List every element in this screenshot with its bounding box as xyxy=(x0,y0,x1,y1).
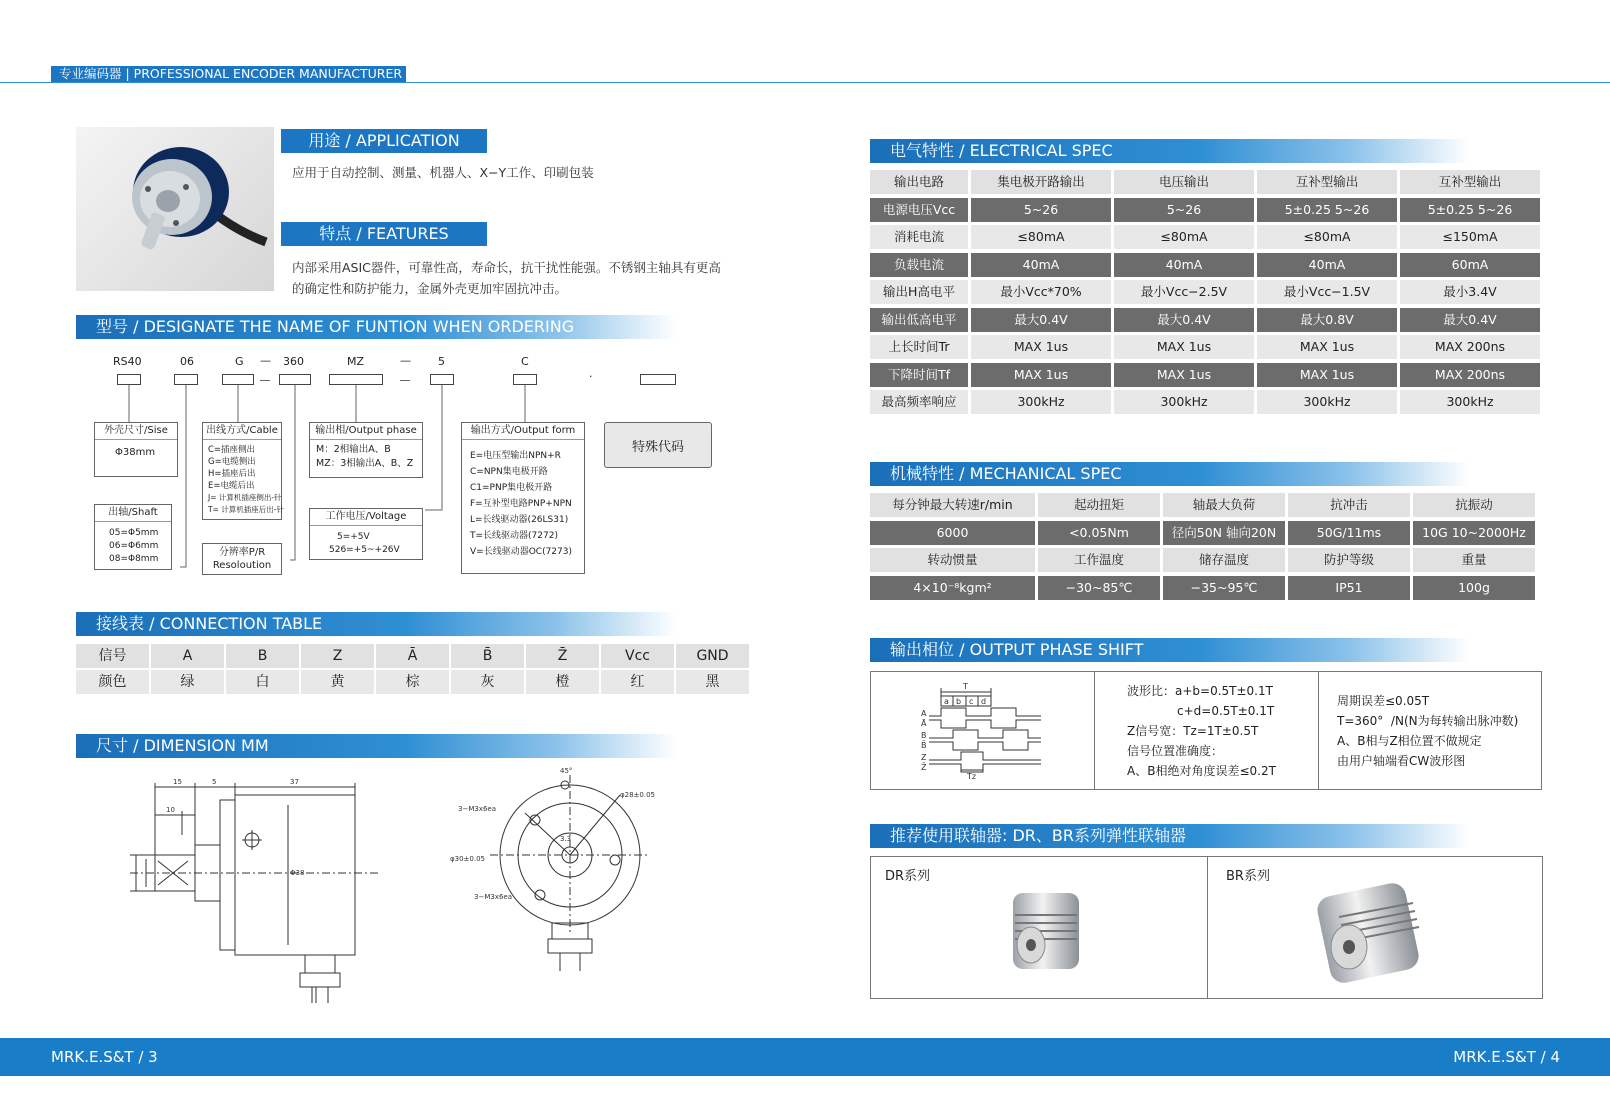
dim-37: 37 xyxy=(290,778,299,786)
dim-m3-top: 3−M3x6ea xyxy=(458,805,497,813)
mechanical-cell: 10G 10~2000Hz xyxy=(1413,521,1535,545)
electrical-cell: 最大0.4V xyxy=(1400,308,1540,332)
connection-signal-cell: B xyxy=(226,644,299,668)
dim-phi38: Φ38 xyxy=(290,869,305,877)
brand-banner: 专业编码器 | PROFESSIONAL ENCODER MANUFACTURER xyxy=(51,66,406,82)
shaft-line-3: 08=Φ8mm xyxy=(109,554,159,564)
resolution-box xyxy=(202,543,282,575)
code-360: 360 xyxy=(283,355,304,368)
coupling-heading: 推荐使用联轴器: DR、BR系列弹性联轴器 xyxy=(870,824,1470,848)
electrical-cell: 上长时间Tr xyxy=(870,335,968,359)
connection-table xyxy=(76,644,750,696)
phase-right-3: A、B相与Z相位置不做规定 xyxy=(1337,734,1482,748)
phase-mid-4: 信号位置准确度： xyxy=(1127,744,1224,758)
connection-color-cell: 橙 xyxy=(526,670,599,694)
page-number-right: MRK.E.S&T / 4 xyxy=(1453,1048,1560,1066)
dim-3-3: 3.3 xyxy=(560,835,572,843)
electrical-cell: MAX 200ns xyxy=(1400,335,1540,359)
wave-sig-z: Z xyxy=(921,753,927,762)
electrical-cell: 输出低高电平 xyxy=(870,308,968,332)
mechanical-cell: 抗振动 xyxy=(1413,493,1535,517)
shaft-box xyxy=(94,504,172,570)
cable-box xyxy=(202,422,282,520)
shaft-title: 出轴/Shaft xyxy=(108,507,158,518)
electrical-cell: MAX 1us xyxy=(971,363,1111,387)
connection-color-cell: 灰 xyxy=(451,670,524,694)
electrical-cell: MAX 1us xyxy=(1114,363,1254,387)
connection-color-cell: 绿 xyxy=(151,670,224,694)
coupling-panel xyxy=(870,856,1543,999)
electrical-header-cell: 集电极开路输出 xyxy=(971,170,1111,194)
mechanical-cell: 转动惯量 xyxy=(870,548,1035,572)
code-mz: MZ xyxy=(347,355,365,368)
electrical-cell: 60mA xyxy=(1400,253,1540,277)
dr-coupling-image xyxy=(1001,883,1091,979)
code-rs40: RS40 xyxy=(113,355,142,368)
electrical-cell: 300kHz xyxy=(1400,390,1540,414)
mechanical-cell: 重量 xyxy=(1413,548,1535,572)
phase-line-2: MZ：3相输出A、B、Z xyxy=(316,458,414,469)
electrical-cell: 5~26 xyxy=(971,198,1111,222)
code-dash-1: — xyxy=(260,354,271,367)
mechanical-cell: 起动扭矩 xyxy=(1038,493,1160,517)
cable-line-2: G=电缆侧出 xyxy=(208,457,256,467)
mechanical-cell: 防护等级 xyxy=(1288,548,1410,572)
dim-pcd-28: φ28±0.05 xyxy=(620,791,655,799)
form-line-5: L=长线驱动器(26LS31) xyxy=(470,515,569,525)
connection-color-cell: 红 xyxy=(601,670,674,694)
code-dot: · xyxy=(589,370,593,383)
sise-box xyxy=(94,422,178,477)
form-line-3: C1=PNP集电极开路 xyxy=(470,483,553,493)
mechanical-cell: −30~85℃ xyxy=(1038,576,1160,600)
sise-title: 外壳尺寸/Sise xyxy=(104,425,168,436)
application-text: 应用于自动控制、测量、机器人、X−Y工作、印刷包装 xyxy=(292,165,594,180)
wave-d-label: d xyxy=(981,697,987,706)
dim-pcd-30: φ30±0.05 xyxy=(450,855,485,863)
connection-color-cell: 颜色 xyxy=(76,670,149,694)
electrical-cell: 最大0.4V xyxy=(971,308,1111,332)
page-number-left: MRK.E.S&T / 3 xyxy=(51,1048,158,1066)
electrical-cell: 输出H高电平 xyxy=(870,280,968,304)
connection-color-cell: 黑 xyxy=(676,670,749,694)
mechanical-cell: 抗冲击 xyxy=(1288,493,1410,517)
wave-b-label: b xyxy=(956,697,962,706)
phase-line-1: M：2相输出A、B xyxy=(316,444,391,455)
wave-sig-b-bar: B̄ xyxy=(921,741,927,750)
electrical-cell: MAX 1us xyxy=(1257,363,1397,387)
mechanical-cell: 轴最大负荷 xyxy=(1163,493,1285,517)
special-code-box xyxy=(604,422,712,468)
connection-signal-cell: A xyxy=(151,644,224,668)
wave-tz-label: Tz xyxy=(967,772,977,781)
connection-signal-cell: Ā xyxy=(376,644,449,668)
electrical-cell: 最小Vcc*70% xyxy=(971,280,1111,304)
features-line-2: 的确定性和防护能力，金属外壳更加牢固抗冲击。 xyxy=(292,281,568,296)
electrical-heading: 电气特性 / ELECTRICAL SPEC xyxy=(870,139,1470,163)
electrical-header-cell: 互补型输出 xyxy=(1257,170,1397,194)
wave-sig-a-bar: Ā xyxy=(921,719,927,728)
electrical-header-cell: 输出电路 xyxy=(870,170,968,194)
features-line-1: 内部采用ASIC器件，可靠性高，寿命长，抗干扰性能强。不锈钢主轴具有更高 xyxy=(292,260,721,275)
connection-signal-cell: B̄ xyxy=(451,644,524,668)
electrical-cell: MAX 1us xyxy=(1114,335,1254,359)
mechanical-cell: 100g xyxy=(1413,576,1535,600)
electrical-cell: 最小Vcc−2.5V xyxy=(1114,280,1254,304)
electrical-cell: 下降时间Tf xyxy=(870,363,968,387)
electrical-header-cell: 电压输出 xyxy=(1114,170,1254,194)
mechanical-cell: <0.05Nm xyxy=(1038,521,1160,545)
wave-c-label: c xyxy=(969,697,974,706)
mechanical-cell: 径向50N 轴向20N xyxy=(1163,521,1285,545)
phase-right-2: T=360° /N(N为每转输出脉冲数) xyxy=(1337,714,1519,728)
wave-sig-z-bar: Z̄ xyxy=(921,763,927,772)
shaft-line-1: 05=Φ5mm xyxy=(109,528,159,538)
electrical-cell: MAX 1us xyxy=(1257,335,1397,359)
br-series-label: BR系列 xyxy=(1226,869,1270,884)
shaft-line-2: 06=Φ6mm xyxy=(109,541,159,551)
electrical-cell: 电源电压Vcc xyxy=(870,198,968,222)
wave-sig-a: A xyxy=(921,709,927,718)
mechanical-cell: 6000 xyxy=(870,521,1035,545)
cable-line-4: E=电缆后出 xyxy=(208,481,255,491)
phase-mid-5: A、B相绝对角度误差≤0.2T xyxy=(1127,764,1276,778)
electrical-cell: 最小Vcc−1.5V xyxy=(1257,280,1397,304)
form-line-7: V=长线驱动器OC(7273) xyxy=(470,547,572,557)
electrical-cell: 最小3.4V xyxy=(1400,280,1540,304)
form-line-6: T=长线驱动器(7272) xyxy=(470,531,558,541)
phase-right-4: 由用户轴端看CW波形图 xyxy=(1337,754,1466,768)
electrical-cell: 40mA xyxy=(1114,253,1254,277)
mechanical-cell: 每分钟最大转速r/min xyxy=(870,493,1035,517)
code-06: 06 xyxy=(180,355,194,368)
dr-series-label: DR系列 xyxy=(885,869,931,884)
phase-shift-heading: 输出相位 / OUTPUT PHASE SHIFT xyxy=(870,638,1470,662)
sise-value: Φ38mm xyxy=(115,447,156,458)
mechanical-table xyxy=(870,493,1542,601)
mechanical-heading: 机械特性 / MECHANICAL SPEC xyxy=(870,462,1470,486)
code-g: G xyxy=(235,355,244,368)
code-c: C xyxy=(521,355,529,368)
br-coupling-image xyxy=(1309,877,1429,987)
electrical-cell: ≤80mA xyxy=(971,225,1111,249)
electrical-cell: 消耗电流 xyxy=(870,225,968,249)
electrical-cell: 40mA xyxy=(1257,253,1397,277)
electrical-cell: 40mA xyxy=(971,253,1111,277)
wave-sig-b: B xyxy=(921,731,927,740)
footer-band xyxy=(0,1038,1610,1076)
electrical-cell: 最大0.4V xyxy=(1114,308,1254,332)
electrical-cell: ≤150mA xyxy=(1400,225,1540,249)
electrical-cell: ≤80mA xyxy=(1114,225,1254,249)
electrical-header-cell: 互补型输出 xyxy=(1400,170,1540,194)
electrical-cell: ≤80mA xyxy=(1257,225,1397,249)
output-form-box xyxy=(461,422,585,574)
cable-line-5: J= 计算机插座侧出-针 xyxy=(208,493,282,502)
electrical-cell: 最大0.8V xyxy=(1257,308,1397,332)
connection-signal-cell: Z̄ xyxy=(526,644,599,668)
phase-shift-panel xyxy=(870,671,1542,790)
connection-color-cell: 黄 xyxy=(301,670,374,694)
application-heading: 用途 / APPLICATION xyxy=(281,129,487,153)
voltage-box xyxy=(309,508,423,560)
phase-title: 输出相/Output phase xyxy=(315,425,417,436)
cable-title: 出线方式/Cable xyxy=(206,425,278,436)
mechanical-cell: 50G/11ms xyxy=(1288,521,1410,545)
wave-t-label: T xyxy=(963,682,968,691)
connection-signal-cell: GND xyxy=(676,644,749,668)
features-heading: 特点 / FEATURES xyxy=(281,222,487,246)
mechanical-cell: 储存温度 xyxy=(1163,548,1285,572)
phase-box xyxy=(309,422,423,478)
electrical-cell: MAX 1us xyxy=(971,335,1111,359)
voltage-line-1: 5=+5V xyxy=(337,532,370,542)
side-view-drawing xyxy=(100,775,400,1005)
electrical-cell: MAX 200ns xyxy=(1400,363,1540,387)
electrical-cell: 5±0.25 5~26 xyxy=(1400,198,1540,222)
resolution-label: 分辨率P/R xyxy=(218,547,266,558)
voltage-title: 工作电压/Voltage xyxy=(325,511,407,522)
connection-color-cell: 棕 xyxy=(376,670,449,694)
dim-45deg: 45° xyxy=(560,767,573,775)
electrical-cell: 负载电流 xyxy=(870,253,968,277)
electrical-cell: 最高频率响应 xyxy=(870,390,968,414)
form-line-4: F=互补型电路PNP+NPN xyxy=(470,499,572,509)
phase-right-1: 周期误差≤0.05T xyxy=(1337,694,1430,708)
phase-mid-2: c+d=0.5T±0.1T xyxy=(1177,704,1275,718)
phase-mid-3: Z信号宽：Tz=1T±0.5T xyxy=(1127,724,1259,738)
cable-line-1: C=插座侧出 xyxy=(208,445,256,455)
resolution-label-en: Resoloution xyxy=(212,560,272,571)
code-5: 5 xyxy=(438,355,445,368)
mechanical-cell: 工作温度 xyxy=(1038,548,1160,572)
code-dash-2: — xyxy=(400,354,411,367)
electrical-cell: 300kHz xyxy=(1257,390,1397,414)
mechanical-cell: 4×10⁻⁸kgm² xyxy=(870,576,1035,600)
designate-heading: 型号 / DESIGNATE THE NAME OF FUNTION WHEN ORDERING xyxy=(76,315,676,339)
mechanical-cell: −35~95℃ xyxy=(1163,576,1285,600)
output-form-title: 输出方式/Output form xyxy=(470,425,576,436)
connection-signal-cell: Vcc xyxy=(601,644,674,668)
form-line-1: E=电压型输出NPN+R xyxy=(470,451,561,461)
special-code-label: 特殊代码 xyxy=(631,440,684,455)
electrical-cell: 300kHz xyxy=(1114,390,1254,414)
mechanical-cell: IP51 xyxy=(1288,576,1410,600)
voltage-line-2: 526=+5~+26V xyxy=(329,545,400,555)
connection-heading: 接线表 / CONNECTION TABLE xyxy=(76,612,676,636)
connection-color-cell: 白 xyxy=(226,670,299,694)
electrical-cell: 5±0.25 5~26 xyxy=(1257,198,1397,222)
wave-a-label: a xyxy=(944,697,949,706)
electrical-cell: 300kHz xyxy=(971,390,1111,414)
dimension-heading: 尺寸 / DIMENSION MM xyxy=(76,734,676,758)
dim-m3-bottom: 3−M3x6ea xyxy=(474,893,513,901)
dim-10: 10 xyxy=(166,806,175,814)
cable-line-3: H=插座后出 xyxy=(208,469,256,479)
dim-15: 15 xyxy=(173,778,182,786)
front-view-drawing xyxy=(450,767,680,1005)
connection-signal-cell: 信号 xyxy=(76,644,149,668)
cable-line-6: T= 计算机插座后出-针 xyxy=(208,505,284,514)
form-line-2: C=NPN集电极开路 xyxy=(470,467,548,477)
electrical-table xyxy=(870,170,1542,418)
electrical-cell: 5~26 xyxy=(1114,198,1254,222)
phase-mid-1: 波形比：a+b=0.5T±0.1T xyxy=(1127,684,1273,698)
connection-signal-cell: Z xyxy=(301,644,374,668)
waveform-diagram xyxy=(921,680,1061,780)
dim-5: 5 xyxy=(212,778,217,786)
